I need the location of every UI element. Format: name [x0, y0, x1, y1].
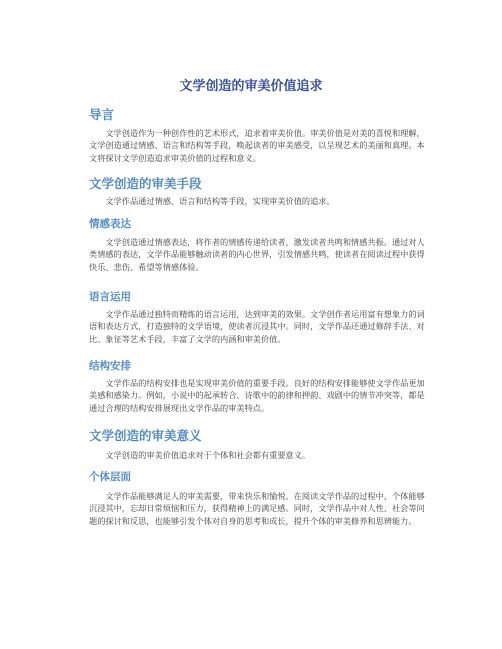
section-paragraph-aesthetic-means: 文学作品通过情感、语言和结构等手段，实现审美价值的追求。 [105, 196, 335, 206]
section-heading-aesthetic-significance: 文学创造的审美意义 [89, 428, 202, 443]
subsection-heading-emotion: 情感表达 [89, 218, 131, 230]
subsection-paragraph-emotion: 文学创造通过情感表达，将作者的情感传递给读者，激发读者共鸣和情感共振。通过对人类情感的表达，文学作品能够触动读者的内心世界，引发情感共鸣，使读者在阅读过程中获得快乐、悲伤、希望等情感体验。 [89, 237, 425, 272]
section-paragraph-aesthetic-significance: 文学创造的审美价值追求对于个体和社会都有重要意义。 [105, 450, 311, 460]
section-heading-aesthetic-means: 文学创造的审美手段 [89, 176, 202, 191]
section-paragraph-introduction: 文学创造作为一种创作性的艺术形式，追求着审美价值。审美价值是对美的喜悦和理解，文学创造通过情感、语言和结构等手段，唤起读者的审美感受，以呈现艺术的美丽和真理。本文将探讨文学创造追求审美价值的过程和意义。 [89, 128, 425, 163]
subsection-paragraph-language: 文学作品通过独特而精炼的语言运用，达到审美的效果。文学创作者运用富有想象力的词语和表达方式，打造独特的文学语境，使读者沉浸其中。同时，文学作品还通过修辞手法、对比、象征等艺术手段，丰富了文学的内涵和审美价值。 [89, 309, 425, 344]
section-heading-introduction: 导言 [89, 107, 115, 122]
subsection-heading-language: 语言运用 [89, 291, 131, 303]
subsection-paragraph-structure: 文学作品的结构安排也是实现审美价值的重要手段。良好的结构安排能够使文学作品更加美感和感染力。例如，小说中的起承转合、诗歌中的韵律和押韵、戏剧中的情节冲突等，都是通过合理的结构安排展现出文学作品的审美特点。 [89, 378, 425, 413]
subsection-paragraph-individual: 文学作品能够满足人的审美需要，带来快乐和愉悦。在阅读文学作品的过程中，个体能够沉浸其中，忘却日常烦恼和压力，获得精神上的满足感。同时，文学作品中对人性、社会等问题的探讨和反思，也能够引发个体对自身的思考和成长，提升个体的审美修养和思辨能力。 [89, 491, 425, 526]
subsection-heading-individual: 个体层面 [89, 471, 131, 483]
subsection-heading-structure: 结构安排 [89, 360, 131, 372]
document-title: 文学创造的审美价值追求 [179, 79, 323, 94]
